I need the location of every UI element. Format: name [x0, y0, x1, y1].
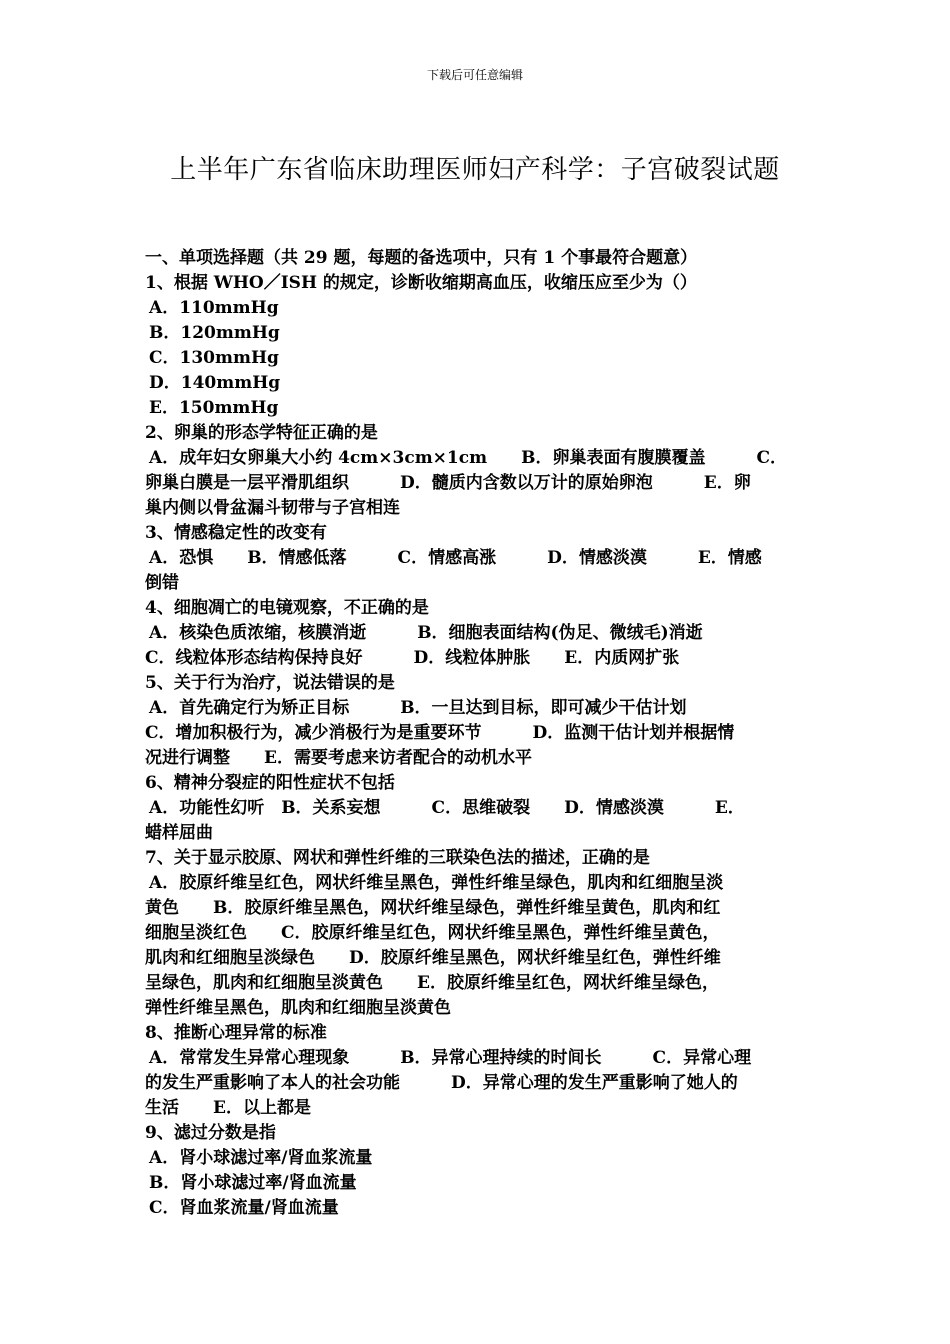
option-line: 况进行调整 E．需要考虑来访者配合的动机水平: [145, 748, 532, 768]
question-stem: 6、精神分裂症的阳性症状不包括: [145, 773, 395, 793]
question-stem: 5、关于行为治疗，说法错误的是: [145, 673, 395, 693]
option-line: A．成年妇女卵巢大小约 4cm×3cm×1cm B．卵巢表面有腹膜覆盖 C．: [149, 448, 787, 468]
question-stem: 3、情感稳定性的改变有: [145, 523, 327, 543]
option: D．140mmHg: [149, 373, 281, 393]
document-title: 上半年广东省临床助理医师妇产科学：子宫破裂试题: [170, 155, 780, 185]
option-line: A．恐惧 B．情感低落 C．情感高涨 D．情感淡漠 E．情感: [149, 548, 762, 568]
question-stem: 4、细胞凋亡的电镜观察，不正确的是: [145, 598, 429, 618]
option-line: 生活 E．以上都是: [145, 1098, 311, 1118]
question-stem: 8、推断心理异常的标准: [145, 1023, 327, 1043]
option-line: 黄色 B．胶原纤维呈黑色，网状纤维呈绿色，弹性纤维呈黄色，肌肉和红: [145, 898, 721, 918]
option-line: 肌肉和红细胞呈淡绿色 D．胶原纤维呈黑色，网状纤维呈红色，弹性纤维: [145, 948, 721, 968]
page-header: 下载后可任意编辑: [426, 68, 523, 82]
option-line: 卵巢白膜是一层平滑肌组织 D．髓质内含数以万计的原始卵泡 E．卵: [145, 473, 751, 493]
option-line: A．首先确定行为矫正目标 B．一旦达到目标，即可减少干估计划: [149, 698, 687, 718]
option-line: 倒错: [145, 573, 179, 593]
option-line: 弹性纤维呈黑色，肌肉和红细胞呈淡黄色: [145, 998, 451, 1018]
question-stem: 9、滤过分数是指: [145, 1123, 276, 1143]
option: C．130mmHg: [149, 348, 279, 368]
option-line: A．核染色质浓缩，核膜消逝 B．细胞表面结构(伪足、微绒毛)消逝: [149, 623, 703, 643]
option-line: 巢内侧以骨盆漏斗韧带与子宫相连: [145, 498, 400, 518]
option-line: 蜡样屈曲: [145, 823, 213, 843]
option-line: A．胶原纤维呈红色，网状纤维呈黑色，弹性纤维呈绿色，肌肉和红细胞呈淡: [149, 873, 724, 893]
option-line: A．常常发生异常心理现象 B．异常心理持续的时间长 C．异常心理: [149, 1048, 752, 1068]
option: A．110mmHg: [149, 298, 279, 318]
question-stem: 7、关于显示胶原、网状和弹性纤维的三联染色法的描述，正确的是: [145, 848, 650, 868]
option-line: 的发生严重影响了本人的社会功能 D．异常心理的发生严重影响了她人的: [145, 1073, 738, 1093]
option: B．肾小球滤过率/肾血流量: [149, 1173, 357, 1193]
option: C．肾血浆流量/肾血流量: [149, 1198, 339, 1218]
option: E．150mmHg: [149, 398, 279, 418]
option-line: 细胞呈淡红色 C．胶原纤维呈红色，网状纤维呈黑色，弹性纤维呈黄色，: [145, 923, 720, 943]
option-line: 呈绿色，肌肉和红细胞呈淡黄色 E．胶原纤维呈红色，网状纤维呈绿色，: [145, 973, 719, 993]
question-body: [145, 246, 807, 1221]
option-line: A．功能性幻听 B．关系妄想 C．思维破裂 D．情感淡漠 E．: [149, 798, 745, 818]
section-heading: 一、单项选择题（共 29 题，每题的备选项中，只有 1 个事最符合题意）: [145, 248, 698, 268]
option-line: C．增加积极行为，减少消极行为是重要环节 D．监测干估计划并根据情: [145, 723, 735, 743]
option: A．肾小球滤过率/肾血浆流量: [149, 1148, 373, 1168]
option: B．120mmHg: [149, 323, 280, 343]
option-line: C．线粒体形态结构保持良好 D．线粒体肿胀 E．内质网扩张: [145, 648, 680, 668]
question-stem: 2、卵巢的形态学特征正确的是: [145, 423, 378, 443]
question-stem: 1、根据 WHO／ISH 的规定，诊断收缩期高血压，收缩压应至少为（）: [145, 273, 697, 293]
